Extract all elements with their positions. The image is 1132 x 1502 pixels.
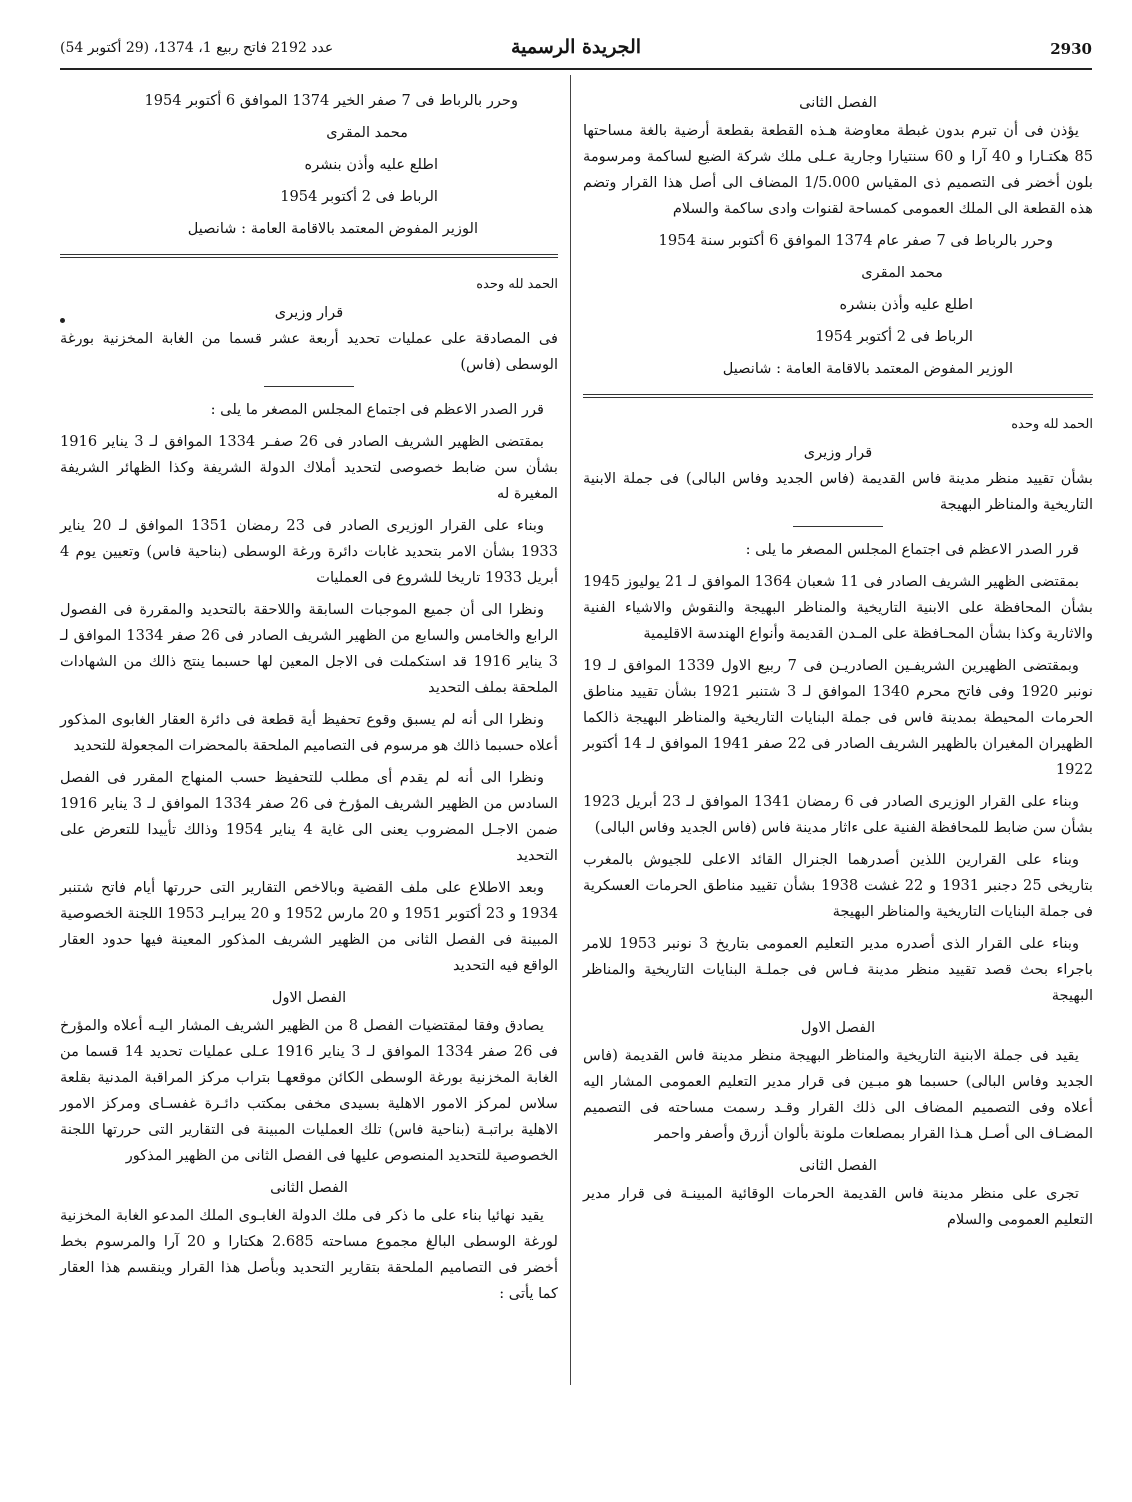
decree-paragraph: وبناء على القرار الذى أصدره مدير التعليم العمومى بتاريخ 3 نونبر 1953 للامر باجراء بحث قصد تقييد منظر مدينة فـاس فى جملـة البنايات التاريخية والمناظر البهيجة (583, 935, 1093, 1004)
approval-note: اطلع عليه وأذن بنشره (304, 156, 438, 173)
decree-paragraph: بمقتضى الظهير الشريف الصادر فى 11 شعبان 1364 الموافق لـ 21 يوليوز 1945 بشأن المحافظة على الابنية التاريخية والمناظر البهيجة والنقوش والاشياء الفنية والاثارية وكذا بشأن المحـافظة على المـدن القديمة وأنواع الهندسة الاقليمية (583, 573, 1093, 642)
decree-preamble: قرر الصدر الاعظم فى اجتماع المجلس المصغر ما يلى : (745, 541, 1079, 558)
signature-date: وحرر بالرباط فى 7 صفر الخير 1374 الموافق 6 أكتوبر 1954 (144, 92, 518, 109)
decree-paragraph: بمقتضى الظهير الشريف الصادر فى 26 صفـر 1334 الموافق لـ 3 يناير 1916 بشأن سن ضابط خصوصى لتحديد أملاك الدولة الشريفة وكذا الظهائر الشريفة المغيرة له (60, 433, 558, 502)
short-rule (793, 526, 883, 527)
decree-title: قرار وزيرى (274, 304, 344, 321)
approval-date: الرباط فى 2 أكتوبر 1954 (280, 188, 438, 205)
section-text: يؤذن فى أن تبرم بدون غبطة معاوضة هـذه القطعة بقطعة أرضية بالغة مساحتها 85 هكتـارا و 40 آرا و 60 سنتيارا وجارية عـلى ملك شركة الضيع لساكمة ومرسومة بلون أخضر فى التصميم ذى المقياس 1/5.000 المضاف الى أصل هذا القرار وتضم هذه القطعة الى الملك العمومى كمساحة لقنوات وادى ساكمة والسلام (583, 122, 1094, 217)
section-separator (60, 254, 558, 258)
signature-date: وحرر بالرباط فى 7 صفر عام 1374 الموافق 6 أكتوبر سنة 1954 (658, 232, 1053, 249)
gazette-title: الجريدة الرسمية (510, 36, 642, 58)
decree-paragraph: وبناء على القرار الوزيرى الصادر فى 23 رمضان 1351 الموافق لـ 20 يناير 1933 بشأن الامر بتحديد غابات دائرة ورغة الوسطى (بناحية فاس) وتعيين يوم 4 أبريل 1933 تاريخا للشروع فى العمليات (60, 517, 558, 586)
section-heading: الفصل الثانى (799, 1157, 877, 1174)
signatory-name: محمد المقرى (861, 264, 943, 281)
decree-paragraph: ونظرا الى أنه لم يسبق وقوع تحفيظ أية قطعة فى دائرة العقار الغابوى المذكور أعلاه حسبما ذالك هو مرسوم فى التصاميم الملحقة بالمحضرات المجعولة للتحديد (60, 711, 558, 754)
decree-title: قرار وزيرى (803, 444, 873, 461)
section-text: يقيد فى جملة الابنية التاريخية والمناظر البهيجة منظر مدينة فاس القديمة (فاس الجديد وفاس البالى) حسبما هو مبـين فى قرار مدير التعليم العمومى المشار اليه أعلاه وفى التصميم المضاف الى ذلك القرار وقـد رسمت مساحته فى التصميم المضـاف الى أصـل هـذا القرار بمصلعات ملونة بألوان أزرق وأصفر واحمر (583, 1047, 1093, 1142)
approval-date: الرباط فى 2 أكتوبر 1954 (815, 328, 973, 345)
decree-paragraph: ونظرا الى أنه لم يقدم أى مطلب للتحفيظ حسب المنهاج المقرر فى الفصل السادس من الظهير الشريف المؤرخ فى 26 صفر 1334 الموافق لـ 3 يناير 1916 ضمن الاجـل المضروب يعنى الى غاية 4 يناير 1954 وذالك تأييدا للتعرض على التحديد (60, 769, 558, 864)
section-heading: الفصل الاول (271, 989, 347, 1006)
minister-line: الوزير المفوض المعتمد بالاقامة العامة : شانصيل (187, 220, 478, 237)
section-text: يصادق وفقا لمقتضيات الفصل 8 من الظهير الشريف المشار اليـه أعلاه والمؤرخ فى 26 صفر 1334 الموافق لـ 3 يناير 1916 عـلى عمليات تحديد 14 قسما من الغابة المخزنية بورغة الوسطى الكائن موقعهـا بتراب مركز المراقبة المدنية بقلعة سلاس لمركز الامور الاهلية بسيدى مخفى بمكتب دائـرة غفسـاى ومركز الامور الاهلية براتبـة (بناحية فاس) تلك العمليات المبينة فى التقارير التى حررتها اللجنة الخصوصية للتحديد المنصوص عليها فى الفصل الثانى من الظهير المذكور (60, 1017, 558, 1164)
column-divider (570, 75, 571, 1385)
decree-subject: فى المصادقة على عمليات تحديد أربعة عشر قسما من الغابة المخزنية بورغة الوسطى (فاس) (60, 330, 558, 373)
decree-paragraph: وبعد الاطلاع على ملف القضية وبالاخص التقارير التى حررتها أيام فاتح شتنبر 1934 و 23 أكتوبر 1951 و 20 مارس 1952 و 20 يبرايـر 1953 اللجنة الخصوصية المبينة فى الفصل الثانى من الظهير الشريف المذكور المعينة فيها حدود العقار الواقع فيه التحديد (60, 879, 559, 974)
decree-preamble: قرر الصدر الاعظم فى اجتماع المجلس المصغر ما يلى : (210, 401, 544, 418)
left-column (60, 88, 558, 1313)
decree-subject: بشأن تقييد منظر مدينة فاس القديمة (فاس الجديد وفاس البالى) فى جملة الابنية التاريخية والمناظر البهيجة (583, 470, 1093, 513)
approval-note: اطلع عليه وأذن بنشره (839, 296, 973, 313)
issue-info: عدد 2192 فاتح ربيع 1، 1374، (29 أكتوبر 54) (60, 40, 334, 56)
decree-paragraph: ونظرا الى أن جميع الموجبات السابقة واللاحقة بالتحديد والمقررة فى الفصول الرابع والخامس والسابع من الظهير الشريف الصادر فى 26 صفر 1334 الموافق لـ 3 يناير 1916 قد استكملت فى الاجل المعين لها حسبما ينتج ذالك من الشهادات الملحقة بملف التحديد (60, 601, 559, 696)
section-heading: الفصل الاول (800, 1019, 876, 1036)
decree-paragraph: وبمقتضى الظهيرين الشريفـين الصادريـن فى 7 ربيع الاول 1339 الموافق لـ 19 نونبر 1920 وفى فاتح محرم 1340 الموافق لـ 3 شتنبر 1921 بشأن تقييد مناطق الحرمات المحيطة بمدينة فاس فى جملة البنايات التاريخية والمناظر البهيجة ذالكما الظهيران المغيران بالظهير الشريف الصادر فى 22 صفر 1941 الموافق لـ 14 أكتوبر 1922 (583, 657, 1093, 778)
right-column (583, 88, 1093, 1239)
decree-paragraph: وبناء على القرارين اللذين أصدرهما الجنرال القائد الاعلى للجيوش بالمغرب بتاريخى 25 دجنبر 1931 و 22 غشت 1938 بشأن تقييد مناطق الحرمات العسكرية فى جملة البنايات التاريخية والمناظر البهيجة (583, 851, 1093, 920)
header-rule (60, 68, 1092, 70)
decree-paragraph: وبناء على القرار الوزيرى الصادر فى 6 رمضان 1341 الموافق لـ 23 أبريل 1923 بشأن سن ضابط للمحافظة الفنية على ءاثار مدينة فاس (فاس الجديد وفاس البالى) (583, 793, 1093, 836)
section-separator (583, 394, 1093, 398)
short-rule (264, 386, 354, 387)
section-heading: الفصل الثانى (270, 1179, 348, 1196)
praise-line: الحمد لله وحده (476, 277, 558, 292)
minister-line: الوزير المفوض المعتمد بالاقامة العامة : شانصيل (722, 360, 1013, 377)
page-number: 2930 (1050, 40, 1092, 58)
section-text: يقيد نهائيا بناء على ما ذكر فى ملك الدولة الغابـوى الملك المدعو الغابة المخزنية لورغة الوسطى البالغ مجموع مساحته 2.685 هكتارا و 20 آرا والمرسوم بخط أخضر فى التصاميم الملحقة بتقارير التحديد وبأصل هذا القرار وينقسم هذا العقار كما يأتى : (60, 1207, 559, 1302)
print-speck (60, 318, 65, 323)
signatory-name: محمد المقرى (326, 124, 408, 141)
section-heading: الفصل الثانى (799, 94, 877, 111)
praise-line: الحمد لله وحده (1011, 417, 1093, 432)
page-header (60, 28, 1092, 70)
section-text: تجرى على منظر مدينة فاس القديمة الحرمات الوقائية المبينـة فى قرار مدير التعليم العمومى والسلام (583, 1185, 1093, 1228)
